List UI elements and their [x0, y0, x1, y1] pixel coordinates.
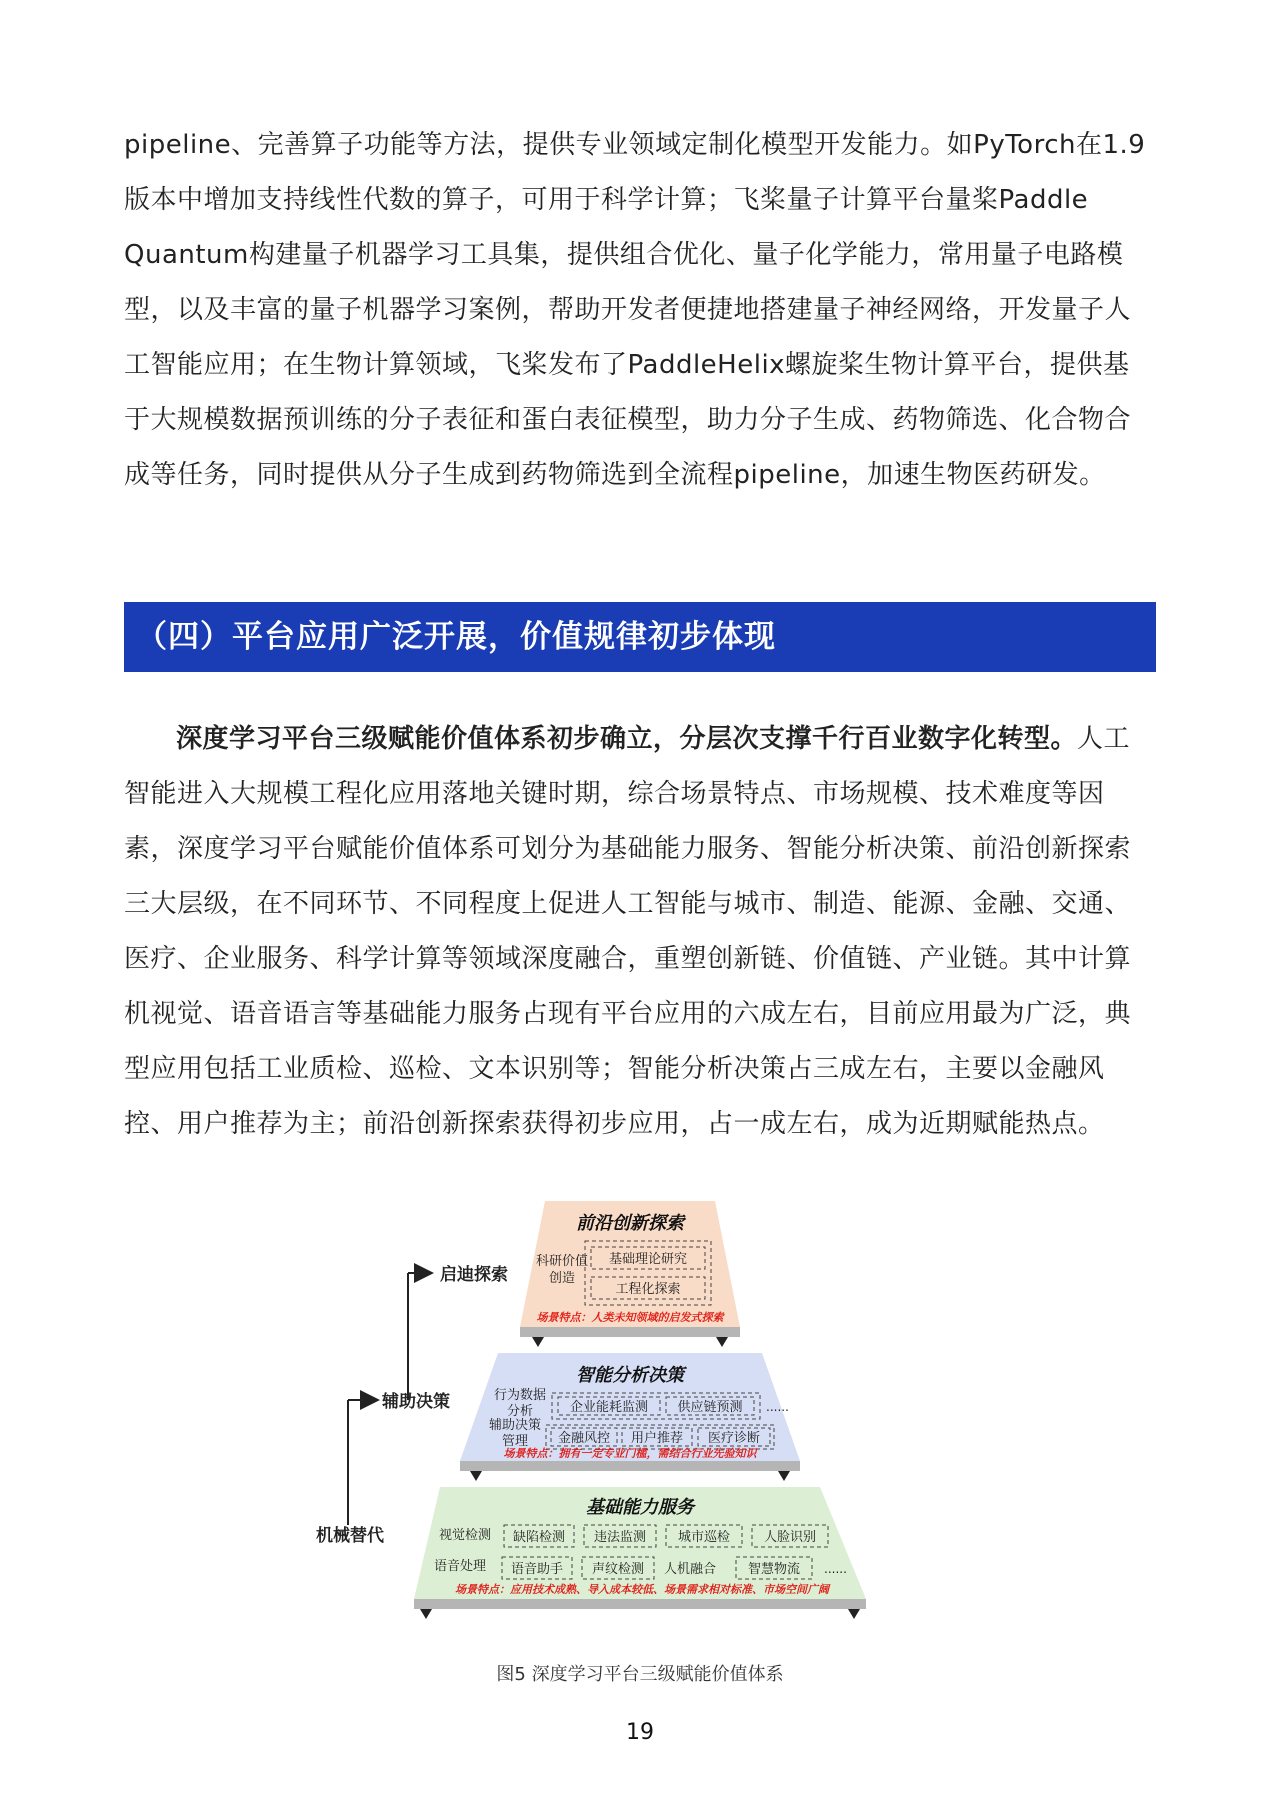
tier-bottom-note: 场景特点：应用技术成熟、导入成本较低、场景需求相对标准、市场空间广阔	[455, 1583, 829, 1596]
tier-bottom-item: 人脸识别	[763, 1530, 817, 1545]
label-qidi-tansuo: 启迪探索	[440, 1265, 508, 1285]
label-fuzhu-juece: 辅助决策	[382, 1392, 450, 1412]
body-paragraph-1: pipeline、完善算子功能等方法，提供专业领域定制化模型开发能力。如PyTorch在1.9版本中增加支持线性代数的算子，可用于科学计算；飞桨量子计算平台量桨Paddle Quantum构建量子机器学习工具集，提供组合优化、量子化学能力，常用量子电路模型，以及丰富的量子机器学习案例，帮助开发者便捷地搭建量子神经网络，开发量子人工智能应用；在生物计算领域，飞桨发布了PaddleHelix螺旋桨生物计算平台，提供基于大规模数据预训练的分子表征和蛋白表征模型，助力分子生成、药物筛选、化合物合成等任务，同时提供从分子生成到药物筛选到全流程pipeline，加速生物医药研发。	[124, 130, 1146, 490]
tier-bottom-item: 缺陷检测	[512, 1530, 566, 1545]
tier-top-item: 工程化探索	[615, 1282, 681, 1297]
caption: 图5 深度学习平台三级赋能价值体系	[496, 1664, 784, 1685]
tier-bottom-item: 语音助手	[510, 1562, 564, 1577]
tier-middle-item: 企业能耗监测	[569, 1400, 649, 1415]
tier-middle-ellipsis: ......	[766, 1400, 789, 1414]
tier-top-title: 前沿创新探索	[576, 1213, 684, 1234]
tier-bottom-row1-label: 视觉检测	[438, 1528, 492, 1543]
tier-bottom	[414, 1487, 866, 1619]
section-title: （四）平台应用广泛开展，价值规律初步体现	[136, 619, 776, 655]
tier-bottom-item: 违法监测	[593, 1530, 647, 1545]
paragraph-body: 人工智能进入大规模工程化应用落地关键时期，综合场景特点、市场规模、技术难度等因素，深度学习平台赋能价值体系可划分为基础能力服务、智能分析决策、前沿创新探索三大层级，在不同环节、不同程度上促进人工智能与城市、制造、能源、金融、交通、医疗、企业服务、科学计算等领域深度融合，重塑创新链、价值链、产业链。其中计算机视觉、语音语言等基础能力服务占现有平台应用的六成左右，目前应用最为广泛，典型应用包括工业质检、巡检、文本识别等；智能分析决策占三成左右，主要以金融风控、用户推荐为主；前沿创新探索获得初步应用，占一成左右，成为近期赋能热点。	[124, 724, 1132, 1139]
tier-middle-row1-label: 行为数据分析	[493, 1388, 547, 1419]
label-jixie-tidai: 机械替代	[316, 1526, 384, 1546]
paragraph-lead: 深度学习平台三级赋能价值体系初步确立，分层次支撑千行百业数字化转型。	[176, 724, 1078, 754]
body-paragraph-2	[124, 712, 1156, 1152]
tier-bottom-item: 人机融合	[663, 1562, 717, 1577]
tier-bottom-ellipsis: ......	[824, 1562, 847, 1576]
tier-bottom-row2-label: 语音处理	[433, 1559, 487, 1574]
tier-bottom-item: 智慧物流	[747, 1562, 801, 1577]
page-number: 19	[626, 1720, 654, 1745]
section-heading-banner	[124, 602, 1156, 672]
pyramid-figure	[0, 1195, 1280, 1665]
tier-middle-item: 金融风控	[557, 1431, 611, 1446]
tier-middle-row2-label: 辅助决策管理	[488, 1418, 542, 1449]
tier-middle-item: 供应链预测	[677, 1400, 743, 1415]
tier-middle-title: 智能分析决策	[576, 1365, 684, 1386]
tier-bottom-item: 城市巡检	[677, 1530, 731, 1545]
tier-middle	[460, 1353, 800, 1481]
tier-bottom-item: 声纹检测	[591, 1562, 645, 1577]
tier-top-note: 场景特点：人类未知领域的启发式探索	[536, 1311, 724, 1324]
tier-top-item: 基础理论研究	[608, 1252, 688, 1267]
tier-top-row-label: 科研价值创造	[535, 1254, 589, 1286]
tier-bottom-title: 基础能力服务	[586, 1497, 694, 1518]
tier-top	[520, 1201, 740, 1347]
tier-middle-item: 用户推荐	[630, 1431, 684, 1446]
tier-middle-item: 医疗诊断	[707, 1431, 761, 1446]
tier-middle-note: 场景特点：拥有一定专业门槛，需结合行业先验知识	[503, 1447, 757, 1460]
